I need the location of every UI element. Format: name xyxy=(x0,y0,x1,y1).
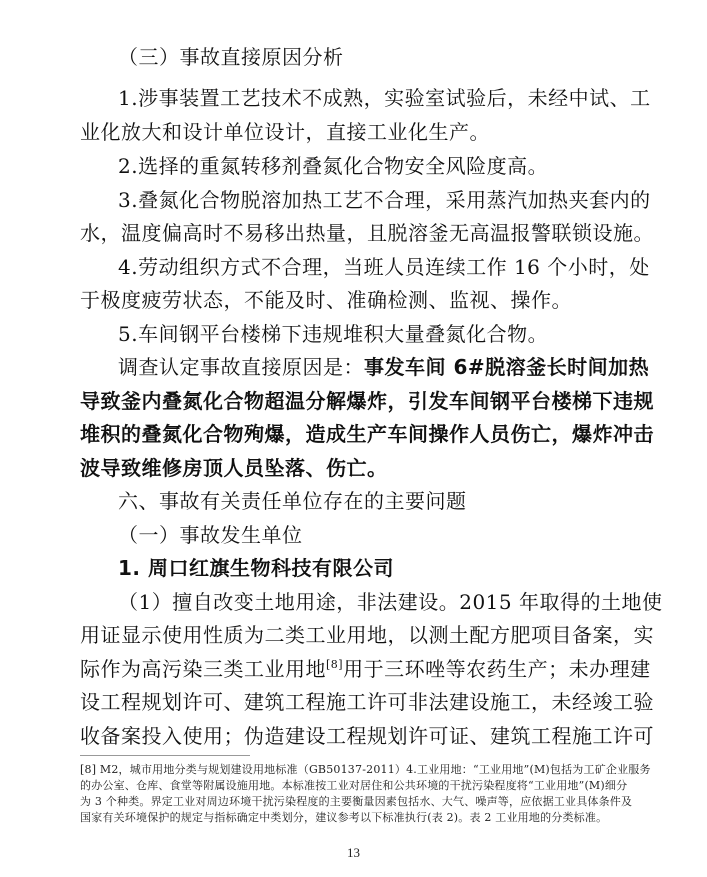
cause-3-line-1: 3.叠氮化合物脱溶加热工艺不合理，采用蒸汽加热夹套内的 xyxy=(118,188,651,212)
cause-4-line-2: 于极度疲劳状态，不能及时、准确检测、监视、操作。 xyxy=(80,288,572,312)
conclusion-line-1 xyxy=(118,357,649,377)
issue-1-line-1: （1）擅自改变土地用途，非法建设。2015 年取得的土地使 xyxy=(118,590,663,614)
issue-1-line-3a: 际作为高污染三类工业用地 xyxy=(80,657,326,681)
page-number: 13 xyxy=(347,845,360,860)
cause-3-line-2: 水，温度偏高时不易移出热量，且脱溶釜无高温报警联锁设施。 xyxy=(80,221,654,245)
conclusion-line-4: 波导致维修房顶人员坠落、伤亡。 xyxy=(80,456,388,480)
cause-2: 2.选择的重氮转移剂叠氮化合物安全风险度高。 xyxy=(118,154,549,178)
footnote-line-3: 为 3 个种类。界定工业对周边环境干扰污染程度的主要衡量因素包括水、大气、噪声等，应依据工业具体条件及 xyxy=(80,795,633,808)
conclusion-line-3: 堆积的叠氮化合物殉爆，造成生产车间操作人员伤亡，爆炸冲击 xyxy=(80,422,654,446)
heading-section-6: 六、事故有关责任单位存在的主要问题 xyxy=(118,489,467,513)
cause-4-line-1: 4.劳动组织方式不合理，当班人员连续工作 16 个小时，处 xyxy=(118,255,650,279)
cause-1-line-1: 1.涉事装置工艺技术不成熟，实验室试验后，未经中试、工 xyxy=(118,86,651,110)
company-name: 1. 周口红旗生物科技有限公司 xyxy=(118,556,394,580)
heading-accident-unit: （一）事故发生单位 xyxy=(118,523,303,547)
conclusion-line-2: 导致釜内叠氮化合物超温分解爆炸，引发车间钢平台楼梯下违规 xyxy=(80,389,654,413)
conclusion-lead: 调查认定事故直接原因是： xyxy=(118,355,364,379)
conclusion-bold-1: 事发车间 6#脱溶釜长时间加热 xyxy=(364,355,650,379)
footnote-divider xyxy=(80,755,250,756)
issue-1-line-4: 设工程规划许可、建筑工程施工许可非法建设施工，未经竣工验 xyxy=(80,690,654,714)
footnote-ref-8: [8] xyxy=(326,658,344,671)
cause-5: 5.车间钢平台楼梯下违规堆积大量叠氮化合物。 xyxy=(118,322,549,346)
issue-1-line-2: 用证显示使用性质为二类工业用地，以测土配方肥项目备案，实 xyxy=(80,623,654,647)
footnote-line-1: [8] M2，城市用地分类与规划建设用地标准（GB50137-2011）4.工业用地：“工业用地”(M)包括为工矿企业服务 xyxy=(80,763,651,776)
heading-direct-cause: （三）事故直接原因分析 xyxy=(118,45,344,69)
footnote-line-4: 国家有关环境保护的规定与指标确定中类划分，建议参考以下标准执行(表 2)。表 2 工业用地的分类标准。 xyxy=(80,811,608,824)
issue-1-line-3 xyxy=(80,659,651,679)
footnote-line-2: 的办公室、仓库、食堂等附属设施用地。本标准按工业对居住和公共环境的干扰污染程度将“工业用地”(M)细分 xyxy=(80,779,628,792)
cause-1-line-2: 业化放大和设计单位设计，直接工业化生产。 xyxy=(80,120,490,144)
issue-1-line-5: 收备案投入使用；伪造建设工程规划许可证、建筑工程施工许可 xyxy=(80,724,654,748)
issue-1-line-3b: 用于三环唑等农药生产；未办理建 xyxy=(343,657,651,681)
